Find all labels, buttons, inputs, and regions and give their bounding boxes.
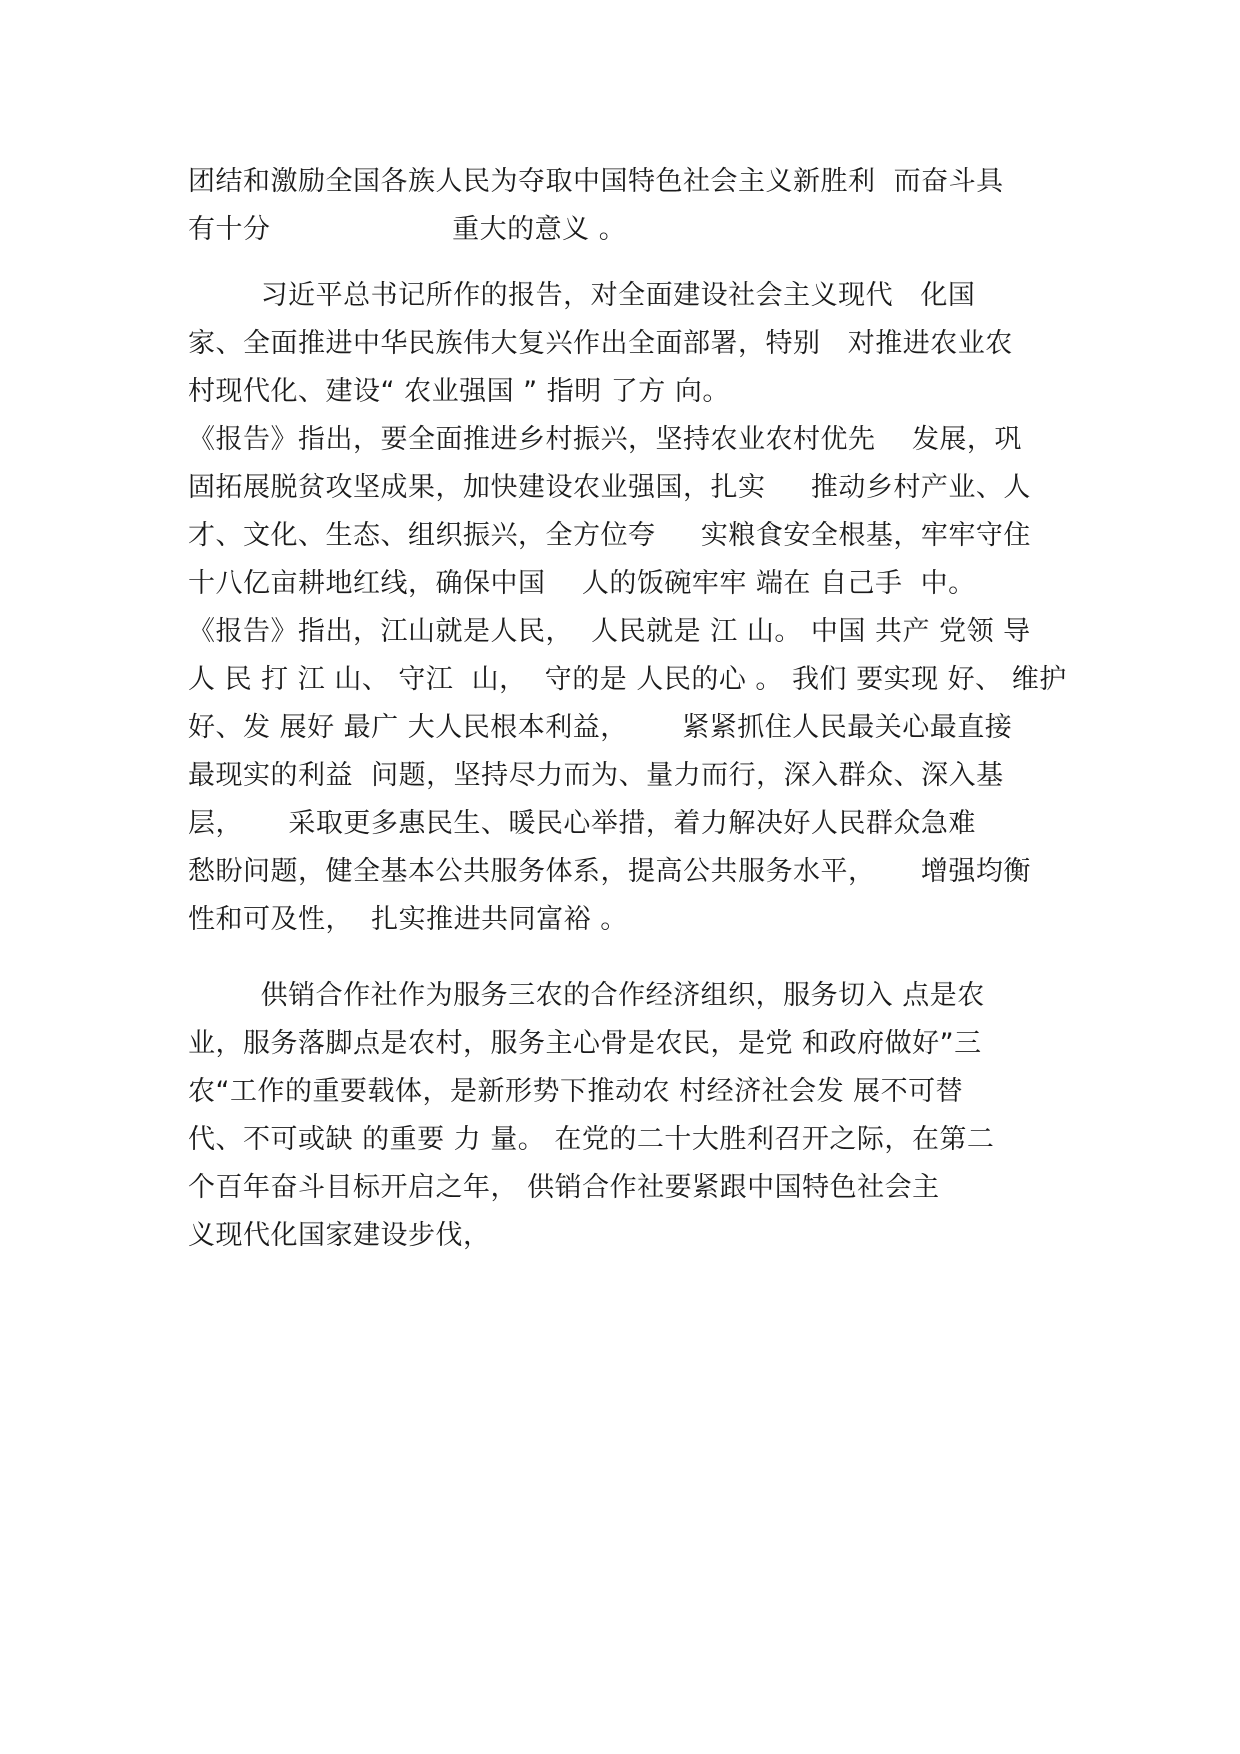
- text-line: 家、全面推进中华民族伟大复兴作出全面部署，特别 对推进农业农: [188, 328, 1013, 359]
- text-line: 有十分 重大的意义 。: [188, 214, 627, 245]
- text-line: 好、发 展好 最广 大人民根本利益， 紧紧抓住人民最关心最直接: [188, 712, 1013, 743]
- text-line: 供销合作社作为服务三农的合作经济组织，服务切入 点是农: [188, 980, 985, 1011]
- text-line: 代、不可或缺 的重要 力 量。 在党的二十大胜利召开之际，在第二: [188, 1124, 995, 1155]
- text-line: 农“工作的重要载体，是新形势下推动农 村经济社会发 展不可替: [188, 1076, 964, 1107]
- text-line: 人 民 打 江 山、 守江 山， 守的是 人民的心 。 我们 要实现 好、 维护: [188, 664, 1067, 695]
- text-line: 业，服务落脚点是农村，服务主心骨是农民，是党 和政府做好”三: [188, 1028, 982, 1059]
- text-line: 《报告》指出，江山就是人民， 人民就是 江 山。 中国 共产 党领 导: [188, 616, 1031, 647]
- text-line: 团结和激励全国各族人民为夺取中国特色社会主义新胜利 而奋斗具: [188, 166, 1004, 197]
- paragraph-3: [188, 972, 1088, 1260]
- paragraph-1: [188, 158, 1088, 254]
- text-line: 习近平总书记所作的报告，对全面建设社会主义现代 化国: [188, 280, 976, 311]
- text-line: 愁盼问题，健全基本公共服务体系，提高公共服务水平， 增强均衡: [188, 856, 1031, 887]
- text-line: 最现实的利益 问题，坚持尽力而为、量力而行，深入群众、深入基: [188, 760, 1004, 791]
- text-line: 《报告》指出，要全面推进乡村振兴，坚持农业农村优先 发展，巩: [188, 424, 1022, 455]
- text-line: 才、文化、生态、组织振兴，全方位夸 实粮食安全根基，牢牢守住: [188, 520, 1031, 551]
- text-line: 固拓展脱贫攻坚成果，加快建设农业强国，扎实 推动乡村产业、人: [188, 472, 1031, 503]
- text-line: 村现代化、建设“ 农业强国 ” 指明 了方 向。: [188, 376, 730, 407]
- text-line: 个百年奋斗目标开启之年， 供销合作社要紧跟中国特色社会主: [188, 1172, 940, 1203]
- paragraph-2: [188, 272, 1088, 944]
- text-line: 义现代化国家建设步伐，: [188, 1220, 491, 1251]
- text-line: 层， 采取更多惠民生、暖民心举措，着力解决好人民群众急难: [188, 808, 976, 839]
- text-line: 十八亿亩耕地红线，确保中国 人的饭碗牢牢 端在 自己手 中。: [188, 568, 976, 599]
- text-line: 性和可及性， 扎实推进共同富裕 。: [188, 904, 628, 935]
